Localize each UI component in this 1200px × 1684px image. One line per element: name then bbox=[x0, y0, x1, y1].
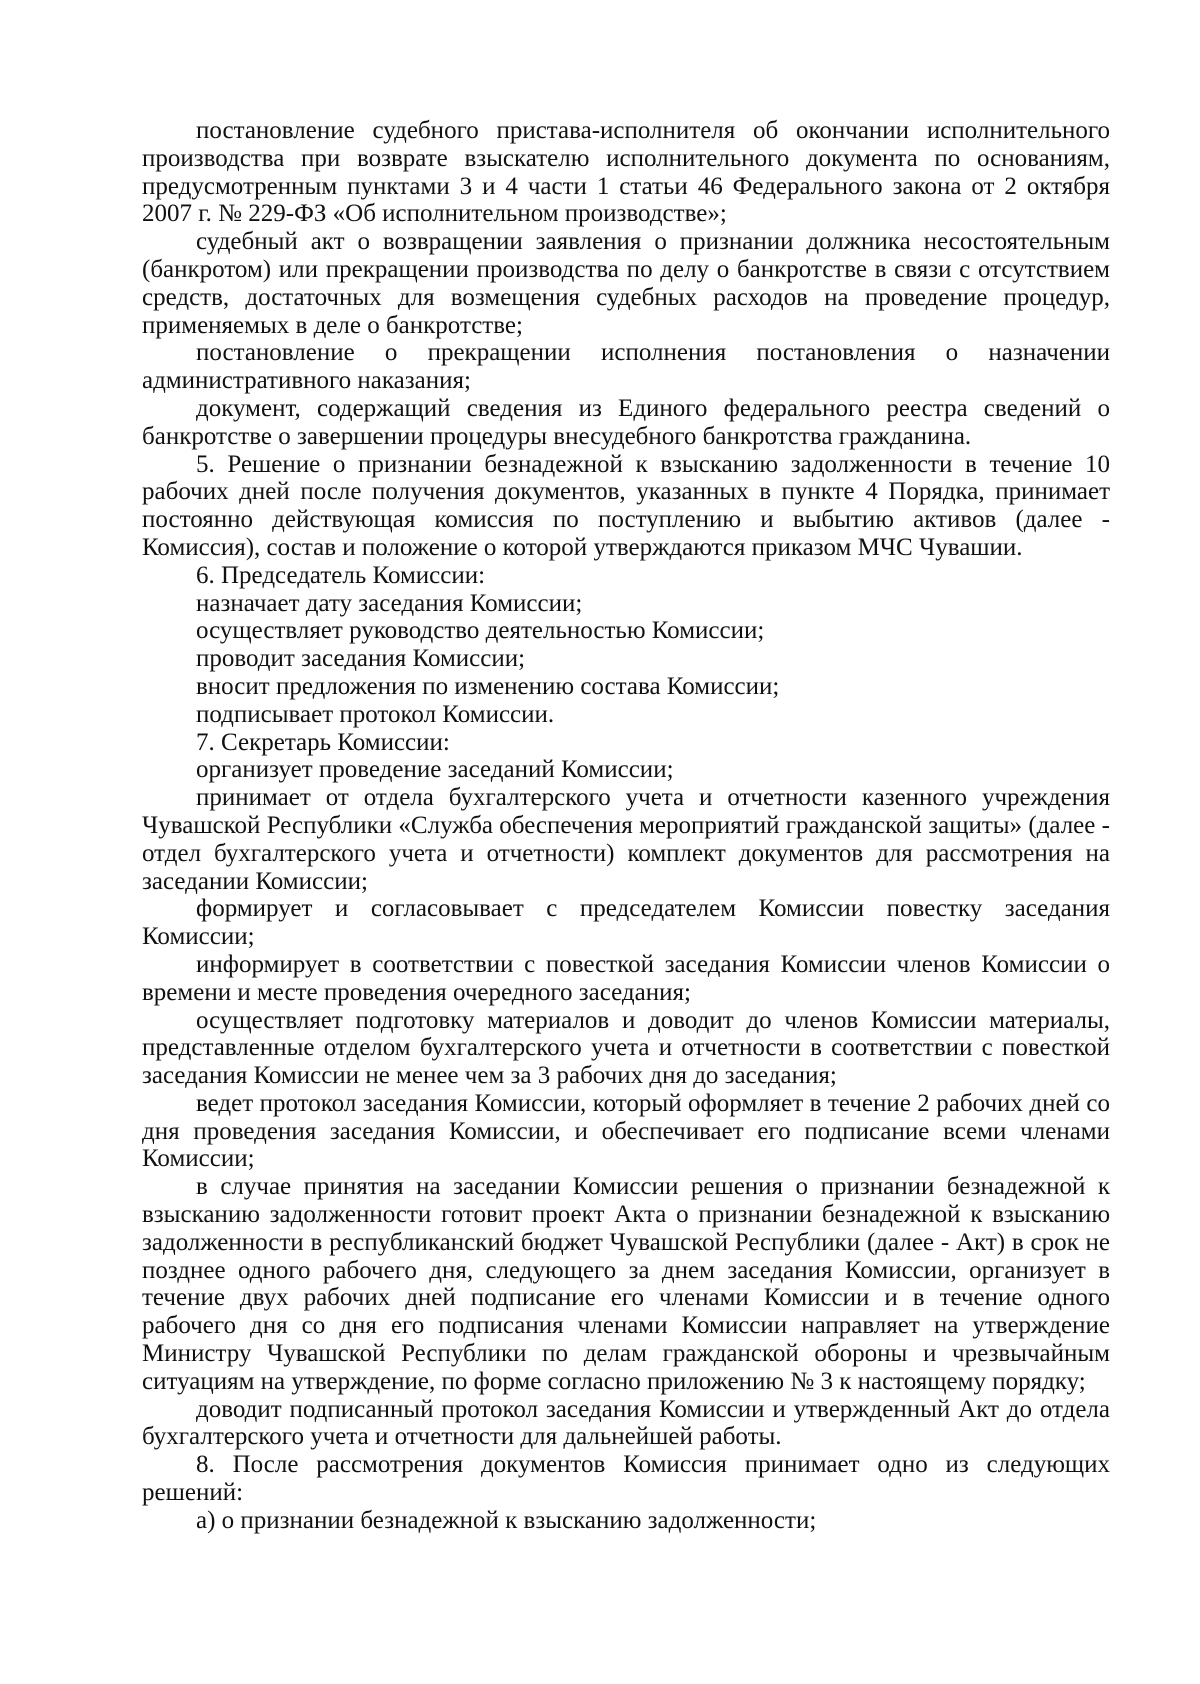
paragraph-decision-a: а) о признании безнадежной к взысканию задолженности; bbox=[196, 1506, 817, 1534]
paragraph-chair-duty-1: назначает дату заседания Комиссии; bbox=[196, 589, 583, 617]
paragraph-secretary-duty-1: организует проведение заседаний Комиссии; bbox=[196, 756, 674, 784]
paragraph-chair-duty-5: подписывает протокол Комиссии. bbox=[196, 700, 555, 728]
paragraph-bankruptcy-registry: документ, содержащий сведения из Единого федерального реестра сведений о банкротстве о завершении процедуры внесудебного банкротства гражданина. bbox=[142, 394, 1110, 450]
paragraph-secretary-duty-3: формирует и согласовывает с председателем Комиссии повестку заседания Комиссии; bbox=[142, 895, 1110, 951]
paragraph-chair-duty-3: проводит заседания Комиссии; bbox=[196, 645, 526, 673]
paragraph-secretary-duty-5: осуществляет подготовку материалов и доводит до членов Комиссии материалы, представленные отделом бухгалтерского учета и отчетности в соответствии с повесткой заседания Комиссии не менее чем за 3 рабочих дня до заседания; bbox=[142, 1006, 1110, 1090]
paragraph-item-6-heading: 6. Председатель Комиссии: bbox=[196, 561, 486, 589]
paragraph-item-5: 5. Решение о признании безнадежной к взысканию задолженности в течение 10 рабочих дней после получения документов, указанных в пункте 4 Порядка, принимает постоянно действующая комиссия по поступлению и выбытию активов (далее - Комиссия), состав и положение о которой утверждаются приказом МЧС Чувашии. bbox=[142, 450, 1110, 561]
paragraph-court-act: судебный акт о возвращении заявления о признании должника несостоятельным (банкротом) или прекращении производства по делу о банкротстве в связи с отсутствием средств, достаточных для возмещения судебных расходов на проведение процедур, применяемых в деле о банкротстве; bbox=[142, 228, 1110, 339]
paragraph-termination-resolution: постановление о прекращении исполнения постановления о назначении административного наказания; bbox=[142, 339, 1110, 395]
document-page bbox=[142, 117, 1110, 1535]
paragraph-secretary-duty-7: в случае принятия на заседании Комиссии решения о признании безнадежной к взысканию задолженности готовит проект Акта о признании безнадежной к взысканию задолженности в республиканский бюджет Чувашской Республики (далее - Акт) в срок не позднее одного рабочего дня, следующего за днем заседания Комиссии, организует в течение двух рабочих дней подписание его членами Комиссии и в течение одного рабочего дня со дня его подписания членами Комиссии направляет на утверждение Министру Чувашской Республики по делам гражданской обороны и чрезвычайным ситуациям на утверждение, по форме согласно приложению № 3 к настоящему порядку; bbox=[142, 1173, 1110, 1395]
paragraph-secretary-duty-6: ведет протокол заседания Комиссии, который оформляет в течение 2 рабочих дней со дня проведения заседания Комиссии, и обеспечивает его подписание всеми членами Комиссии; bbox=[142, 1089, 1110, 1173]
paragraph-item-8: 8. После рассмотрения документов Комиссия принимает одно из следующих решений: bbox=[142, 1451, 1110, 1507]
paragraph-secretary-duty-8: доводит подписанный протокол заседания Комиссии и утвержденный Акт до отдела бухгалтерского учета и отчетности для дальнейшей работы. bbox=[142, 1395, 1110, 1451]
paragraph-item-7-heading: 7. Секретарь Комиссии: bbox=[196, 728, 450, 756]
paragraph-secretary-duty-4: информирует в соответствии с повесткой заседания Комиссии членов Комиссии о времени и месте проведения очередного заседания; bbox=[142, 950, 1110, 1006]
paragraph-secretary-duty-2: принимает от отдела бухгалтерского учета и отчетности казенного учреждения Чувашской Республики «Служба обеспечения мероприятий гражданской защиты» (далее - отдел бухгалтерского учета и отчетности) комплект документов для рассмотрения на заседании Комиссии; bbox=[142, 784, 1110, 895]
paragraph-chair-duty-2: осуществляет руководство деятельностью Комиссии; bbox=[196, 617, 765, 645]
paragraph-bailiff-resolution: постановление судебного пристава-исполнителя об окончании исполнительного производства при возврате взыскателю исполнительного документа по основаниям, предусмотренным пунктами 3 и 4 части 1 статьи 46 Федерального закона от 2 октября 2007 г. № 229-ФЗ «Об исполнительном производстве»; bbox=[142, 117, 1110, 228]
paragraph-chair-duty-4: вносит предложения по изменению состава Комиссии; bbox=[196, 672, 780, 700]
